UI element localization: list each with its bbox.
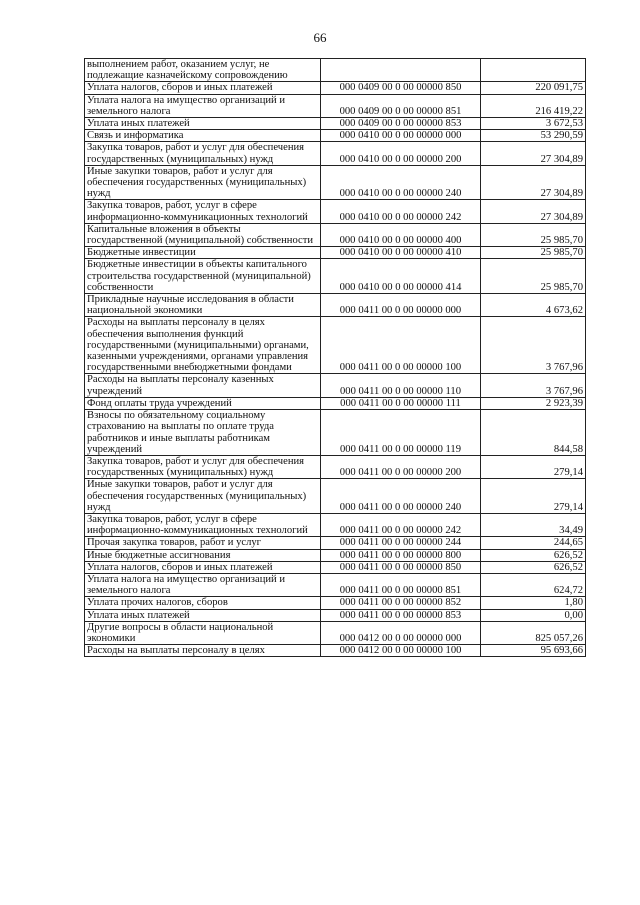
row-name-cell: Уплата иных платежей (85, 609, 321, 621)
row-code-cell: 000 0411 00 0 00 00000 240 (321, 479, 481, 514)
row-name-cell: Прочая закупка товаров, работ и услуг (85, 537, 321, 549)
page-number: 66 (313, 30, 327, 45)
row-name-cell: выполнением работ, оказанием услуг, не подлежащие казначейскому сопровождению (85, 59, 321, 82)
row-name-cell: Капитальные вложения в объекты государственной (муниципальной) собственности (85, 223, 321, 246)
row-code-cell: 000 0410 00 0 00 00000 400 (321, 223, 481, 246)
row-sum-cell: 626,52 (481, 561, 586, 573)
row-name-cell: Связь и информатика (85, 130, 321, 142)
row-sum-cell: 25 985,70 (481, 223, 586, 246)
row-code-cell: 000 0412 00 0 00 00000 000 (321, 621, 481, 644)
row-sum-cell: 1,80 (481, 597, 586, 609)
row-sum-cell: 95 693,66 (481, 645, 586, 657)
row-sum-cell: 27 304,89 (481, 200, 586, 223)
row-name-cell: Закупка товаров, работ и услуг для обеспечения государственных (муниципальных) нужд (85, 455, 321, 478)
budget-table-body (85, 59, 586, 657)
row-code-cell: 000 0411 00 0 00 00000 119 (321, 410, 481, 456)
table-row (85, 317, 586, 374)
table-row (85, 479, 586, 514)
budget-table (84, 58, 586, 657)
row-code-cell (321, 59, 481, 82)
row-code-cell: 000 0412 00 0 00 00000 100 (321, 645, 481, 657)
table-row (85, 397, 586, 409)
table-row (85, 573, 586, 596)
row-name-cell: Уплата налога на имущество организаций и земельного налога (85, 573, 321, 596)
table-row (85, 59, 586, 82)
row-code-cell: 000 0411 00 0 00 00000 110 (321, 374, 481, 397)
row-code-cell: 000 0411 00 0 00 00000 242 (321, 513, 481, 536)
row-sum-cell: 3 672,53 (481, 118, 586, 130)
row-code-cell: 000 0411 00 0 00 00000 111 (321, 397, 481, 409)
table-row (85, 561, 586, 573)
row-code-cell: 000 0410 00 0 00 00000 240 (321, 165, 481, 200)
row-code-cell: 000 0409 00 0 00 00000 851 (321, 94, 481, 117)
row-sum-cell: 27 304,89 (481, 142, 586, 165)
row-sum-cell: 216 419,22 (481, 94, 586, 117)
table-row (85, 410, 586, 456)
row-sum-cell: 2 923,39 (481, 397, 586, 409)
row-code-cell: 000 0411 00 0 00 00000 800 (321, 549, 481, 561)
table-row (85, 374, 586, 397)
table-row (85, 118, 586, 130)
row-code-cell: 000 0411 00 0 00 00000 244 (321, 537, 481, 549)
row-name-cell: Иные закупки товаров, работ и услуг для обеспечения государственных (муниципальных) нужд (85, 479, 321, 514)
row-name-cell: Прикладные научные исследования в области национальной экономики (85, 294, 321, 317)
row-sum-cell: 220 091,75 (481, 82, 586, 94)
row-sum-cell (481, 59, 586, 82)
row-sum-cell: 844,58 (481, 410, 586, 456)
table-row (85, 645, 586, 657)
row-sum-cell: 626,52 (481, 549, 586, 561)
row-name-cell: Уплата прочих налогов, сборов (85, 597, 321, 609)
row-name-cell: Закупка товаров, работ и услуг для обеспечения государственных (муниципальных) нужд (85, 142, 321, 165)
row-code-cell: 000 0410 00 0 00 00000 242 (321, 200, 481, 223)
row-code-cell: 000 0411 00 0 00 00000 100 (321, 317, 481, 374)
row-sum-cell: 34,49 (481, 513, 586, 536)
row-name-cell: Расходы на выплаты персоналу казенных учреждений (85, 374, 321, 397)
row-sum-cell: 624,72 (481, 573, 586, 596)
row-name-cell: Иные бюджетные ассигнования (85, 549, 321, 561)
row-name-cell: Фонд оплаты труда учреждений (85, 397, 321, 409)
table-row (85, 597, 586, 609)
table-row (85, 82, 586, 94)
row-name-cell: Уплата иных платежей (85, 118, 321, 130)
row-code-cell: 000 0411 00 0 00 00000 852 (321, 597, 481, 609)
table-row (85, 621, 586, 644)
table-row (85, 513, 586, 536)
row-sum-cell: 825 057,26 (481, 621, 586, 644)
row-name-cell: Уплата налогов, сборов и иных платежей (85, 82, 321, 94)
row-code-cell: 000 0411 00 0 00 00000 853 (321, 609, 481, 621)
row-code-cell: 000 0411 00 0 00 00000 850 (321, 561, 481, 573)
row-sum-cell: 53 290,59 (481, 130, 586, 142)
row-sum-cell: 244,65 (481, 537, 586, 549)
row-name-cell: Уплата налогов, сборов и иных платежей (85, 561, 321, 573)
table-row (85, 223, 586, 246)
row-code-cell: 000 0409 00 0 00 00000 850 (321, 82, 481, 94)
row-sum-cell: 279,14 (481, 479, 586, 514)
row-code-cell: 000 0410 00 0 00 00000 410 (321, 247, 481, 259)
row-name-cell: Бюджетные инвестиции (85, 247, 321, 259)
table-row (85, 165, 586, 200)
row-name-cell: Бюджетные инвестиции в объекты капитального строительства государственной (муниципальной) собственности (85, 259, 321, 294)
table-row (85, 294, 586, 317)
table-row (85, 247, 586, 259)
row-code-cell: 000 0411 00 0 00 00000 000 (321, 294, 481, 317)
row-sum-cell: 27 304,89 (481, 165, 586, 200)
row-name-cell: Взносы по обязательному социальному страхованию на выплаты по оплате труда работников и иные выплаты работникам учреждений (85, 410, 321, 456)
table-row (85, 130, 586, 142)
row-sum-cell: 25 985,70 (481, 247, 586, 259)
row-code-cell: 000 0409 00 0 00 00000 853 (321, 118, 481, 130)
row-sum-cell: 0,00 (481, 609, 586, 621)
row-name-cell: Другие вопросы в области национальной экономики (85, 621, 321, 644)
table-row (85, 200, 586, 223)
row-code-cell: 000 0410 00 0 00 00000 414 (321, 259, 481, 294)
row-name-cell: Уплата налога на имущество организаций и земельного налога (85, 94, 321, 117)
row-name-cell: Иные закупки товаров, работ и услуг для обеспечения государственных (муниципальных) нужд (85, 165, 321, 200)
row-sum-cell: 279,14 (481, 455, 586, 478)
row-name-cell: Расходы на выплаты персоналу в целях обеспечения выполнения функций государственными (муниципальными) органами, казенными учреждениями, органами управления государственными внебюджетными фондами (85, 317, 321, 374)
row-code-cell: 000 0410 00 0 00 00000 000 (321, 130, 481, 142)
table-row (85, 609, 586, 621)
row-sum-cell: 4 673,62 (481, 294, 586, 317)
table-row (85, 549, 586, 561)
row-code-cell: 000 0411 00 0 00 00000 200 (321, 455, 481, 478)
table-row (85, 259, 586, 294)
table-row (85, 94, 586, 117)
table-row (85, 455, 586, 478)
table-row (85, 142, 586, 165)
row-name-cell: Закупка товаров, работ, услуг в сфере информационно-коммуникационных технологий (85, 513, 321, 536)
row-sum-cell: 25 985,70 (481, 259, 586, 294)
row-name-cell: Закупка товаров, работ, услуг в сфере информационно-коммуникационных технологий (85, 200, 321, 223)
row-code-cell: 000 0411 00 0 00 00000 851 (321, 573, 481, 596)
row-code-cell: 000 0410 00 0 00 00000 200 (321, 142, 481, 165)
row-name-cell: Расходы на выплаты персоналу в целях (85, 645, 321, 657)
table-row (85, 537, 586, 549)
row-sum-cell: 3 767,96 (481, 317, 586, 374)
row-sum-cell: 3 767,96 (481, 374, 586, 397)
